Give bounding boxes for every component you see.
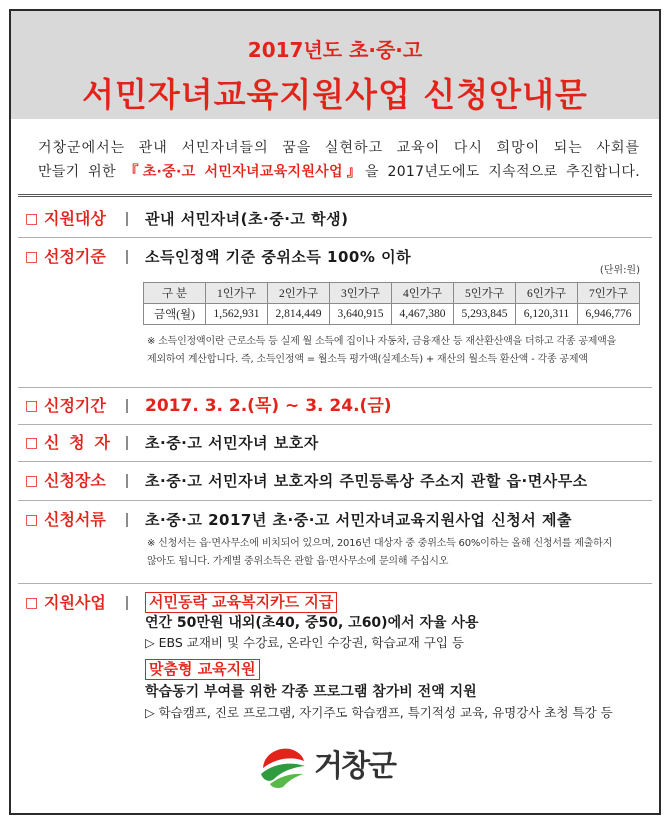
section-divider [18, 500, 652, 501]
criteria-note-line-2: 제외하여 계산합니다. 즉, 소득인정액 = 월소득 평가액(실제소득) + 재산의 월소득 환산액 - 각종 공제액 [147, 354, 588, 365]
table-header-cell: 3인가구 [330, 283, 392, 304]
section-label: 신청서류 [44, 510, 106, 529]
table-cell: 4,467,380 [392, 304, 454, 325]
section-divider [18, 237, 652, 238]
checkbox-bullet-icon: □ [25, 211, 39, 227]
page-title: 서민자녀교육지원사업 신청안내문 [82, 75, 588, 114]
checkbox-bullet-icon: □ [25, 473, 39, 489]
label-separator [126, 436, 128, 450]
label-separator [126, 250, 128, 264]
section-divider [18, 583, 652, 584]
table-header-row [144, 283, 640, 304]
program-detail: ▷ 학습캠프, 진로 프로그램, 자기주도 학습캠프, 특기적성 교육, 유명강사 초청 특강 등 [145, 705, 613, 720]
section-value: 관내 서민자녀(초·중·고 학생) [145, 210, 349, 228]
section-documents [0, 508, 670, 532]
section-label: 지원사업 [44, 593, 106, 612]
section-label: 신청장소 [44, 471, 106, 490]
label-separator [126, 596, 128, 610]
label-separator [126, 513, 128, 527]
intro-line-1: 거창군에서는 관내 서민자녀들의 꿈을 실현하고 교육이 다시 희망이 되는 사회를 [38, 140, 640, 156]
table-header-cell: 2인가구 [268, 283, 330, 304]
table-cell: 3,640,915 [330, 304, 392, 325]
section-divider [18, 461, 652, 462]
section-value: 초·중·고 2017년 초·중·고 서민자녀교육지원사업 신청서 제출 [145, 511, 572, 529]
section-value: 초·중·고 서민자녀 보호자의 주민등록상 주소지 관할 읍·면사무소 [145, 472, 588, 490]
section-target [0, 207, 670, 231]
table-cell: 1,562,931 [206, 304, 268, 325]
income-criteria-table [143, 282, 640, 325]
intro-divider [18, 194, 652, 197]
section-divider [18, 424, 652, 425]
checkbox-bullet-icon: □ [25, 398, 39, 414]
section-label: 지원대상 [44, 209, 106, 228]
section-place [0, 469, 670, 493]
table-cell: 5,293,845 [454, 304, 516, 325]
intro-line-2 [38, 160, 640, 184]
table-header-cell: 6인가구 [516, 283, 578, 304]
county-logo-icon [258, 744, 308, 790]
section-applicant [0, 431, 670, 455]
checkbox-bullet-icon: □ [25, 595, 39, 611]
label-separator [126, 474, 128, 488]
section-divider [18, 387, 652, 388]
table-cell: 6,946,776 [578, 304, 640, 325]
program-detail: ▷ EBS 교재비 및 수강료, 온라인 수강권, 학습교재 구입 등 [145, 635, 465, 650]
intro-prefix: 만들기 위한 [38, 164, 125, 180]
table-header-cell: 4인가구 [392, 283, 454, 304]
section-label: 신정기간 [44, 396, 106, 415]
table-header-cell: 7인가구 [578, 283, 640, 304]
label-separator [126, 212, 128, 226]
checkbox-bullet-icon: □ [25, 249, 39, 265]
county-logo-text: 거창군 [314, 749, 395, 784]
table-unit-label: (단위:원) [599, 265, 640, 276]
documents-note-line-1: ※ 신청서는 읍·면사무소에 비치되어 있으며, 2016년 대상자 중 중위소득 60%이하는 올해 신청서를 제출하지 [147, 538, 613, 549]
label-separator [126, 399, 128, 413]
section-label: 선정기준 [44, 247, 106, 266]
application-period: 2017. 3. 2.(목) ~ 3. 24.(금) [145, 396, 392, 416]
checkbox-bullet-icon: □ [25, 435, 39, 451]
intro-suffix: 을 2017년도에도 지속적으로 추진합니다. [364, 164, 640, 180]
section-period [0, 394, 670, 418]
table-cell: 6,120,311 [516, 304, 578, 325]
program-title-custom-support: 맞춤형 교육지원 [145, 659, 260, 680]
section-label: 신 청 자 [44, 433, 110, 452]
table-row [144, 304, 640, 325]
section-value: 초·중·고 서민자녀 보호자 [145, 434, 319, 452]
program-title-welfare-card: 서민동락 교육복지카드 지급 [145, 592, 337, 613]
table-row-label: 금액(월) [144, 304, 206, 325]
checkbox-bullet-icon: □ [25, 512, 39, 528]
intro-program-name: 『초·중·고 서민자녀교육지원사업』 [124, 164, 365, 180]
table-header-cell: 5인가구 [454, 283, 516, 304]
table-header-cell: 1인가구 [206, 283, 268, 304]
documents-note-line-2: 않아도 됩니다. 가계별 중위소득은 관할 읍·면사무소에 문의해 주십시오 [147, 556, 449, 567]
program-description: 연간 50만원 내외(초40, 중50, 고60)에서 자율 사용 [145, 615, 479, 631]
section-value: 소득인정액 기준 중위소득 100% 이하 [145, 248, 412, 266]
table-header-cell: 구 분 [144, 283, 206, 304]
header-subtitle: 2017년도 초·중·고 [247, 38, 423, 62]
program-description: 학습동기 부여를 위한 각종 프로그램 참가비 전액 지원 [145, 684, 477, 700]
table-cell: 2,814,449 [268, 304, 330, 325]
criteria-note-line-1: ※ 소득인정액이란 근로소득 등 실제 월 소득에 집이나 자동차, 금융재산 등 재산환산액을 더하고 각종 공제액을 [147, 336, 617, 347]
